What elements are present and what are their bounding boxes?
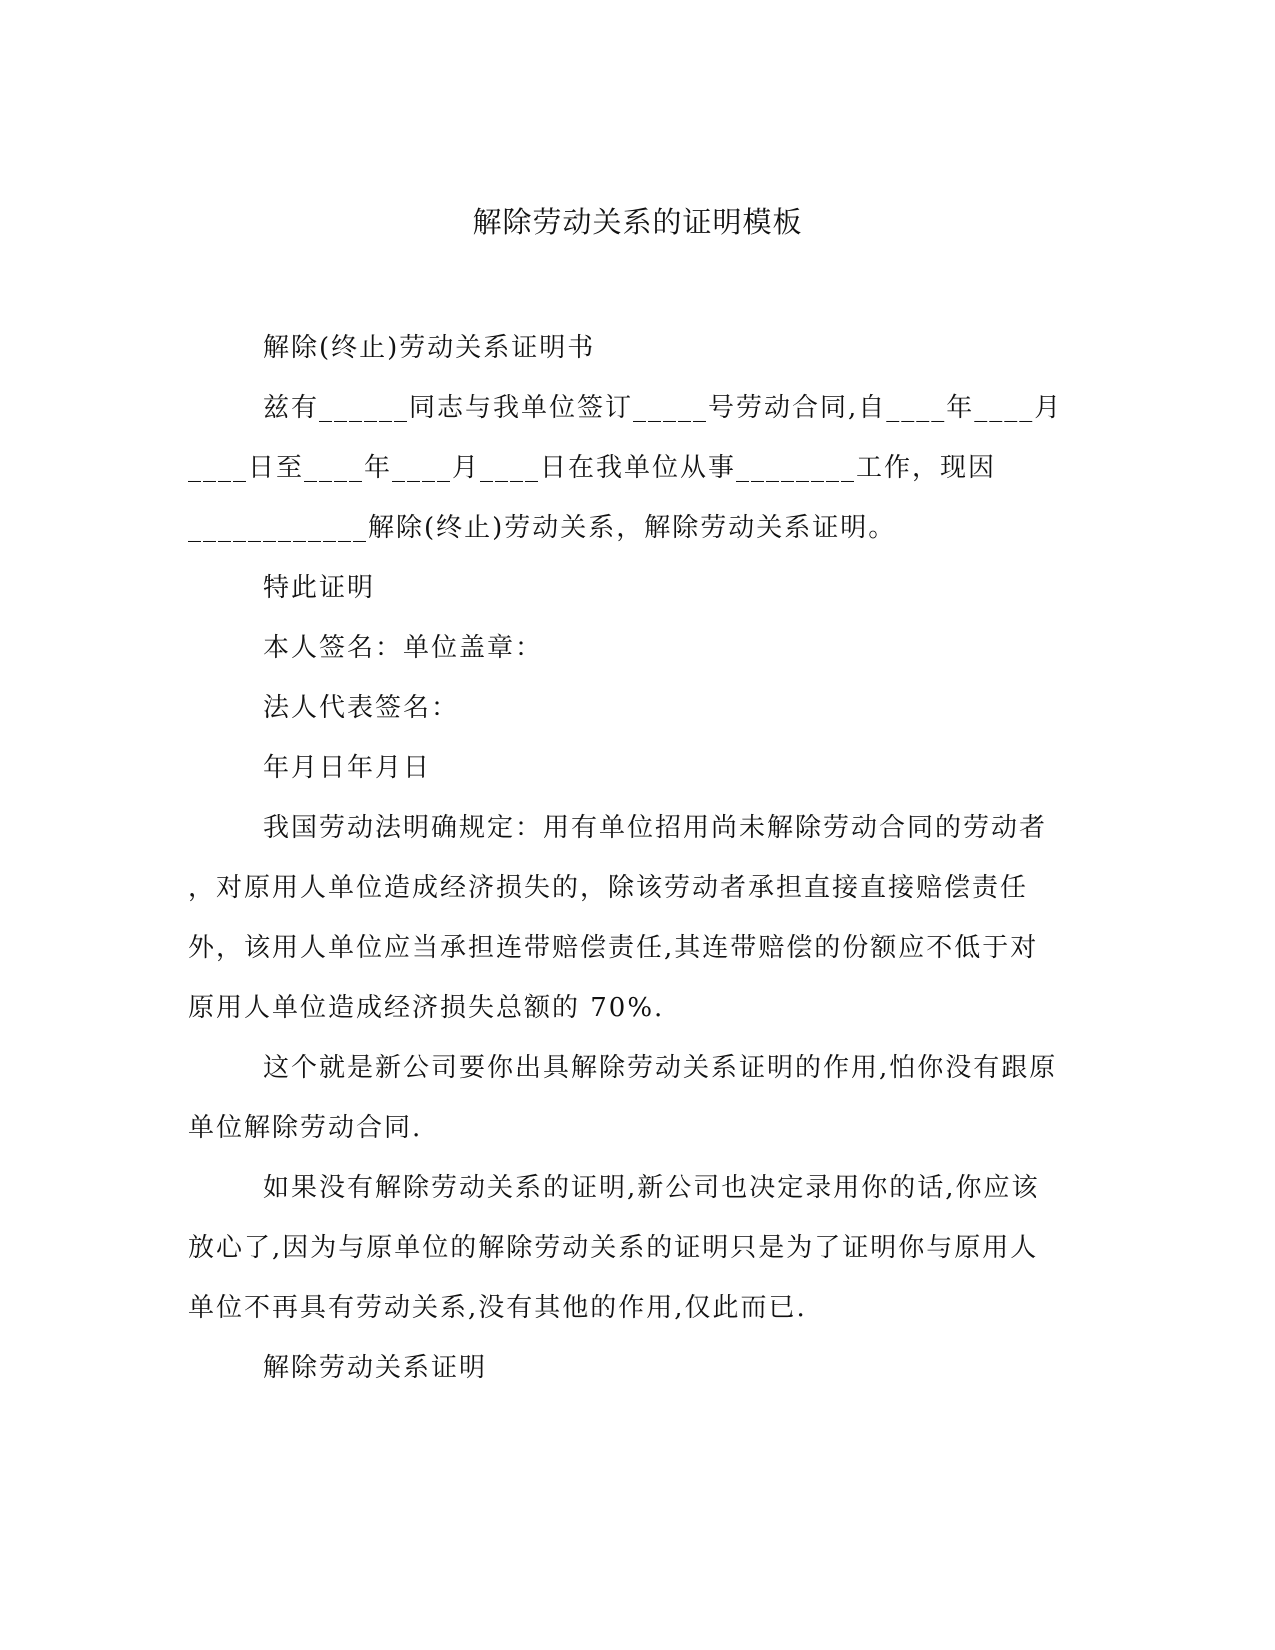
body-line: 放心了,因为与原单位的解除劳动关系的证明只是为了证明你与原用人 [188,1233,1039,1263]
signature-line: 法人代表签名： [263,693,460,723]
body-line: 外，该用人单位应当承担连带赔偿责任,其连带赔偿的份额应不低于对 [188,933,1039,963]
document-title: 解除劳动关系的证明模板 [472,205,803,239]
body-line: 兹有______同志与我单位签订_____号劳动合同,自____年____月 [263,393,1063,423]
body-line: 特此证明 [263,573,376,603]
body-line: 单位解除劳动合同. [188,1113,423,1143]
signature-line: 本人签名：单位盖章： [263,633,544,663]
date-line: 年月日年月日 [263,753,432,783]
certificate-heading: 解除(终止)劳动关系证明书 [263,333,596,363]
body-line: ____________解除(终止)劳动关系，解除劳动关系证明。 [188,513,897,543]
body-line: ____日至____年____月____日在我单位从事________工作，现因 [188,453,997,483]
body-line: 这个就是新公司要你出具解除劳动关系证明的作用,怕你没有跟原 [263,1053,1058,1083]
body-line: 原用人单位造成经济损失总额的 70%. [188,993,665,1023]
body-line: 单位不再具有劳动关系,没有其他的作用,仅此而已. [188,1293,807,1323]
document-body [188,318,1088,1398]
body-line: ，对原用人单位造成经济损失的，除该劳动者承担直接直接赔偿责任 [188,873,1029,903]
section-heading: 解除劳动关系证明 [263,1353,488,1383]
body-line: 如果没有解除劳动关系的证明,新公司也决定录用你的话,你应该 [263,1173,1040,1203]
body-line: 我国劳动法明确规定：用有单位招用尚未解除劳动合同的劳动者 [263,813,1048,843]
